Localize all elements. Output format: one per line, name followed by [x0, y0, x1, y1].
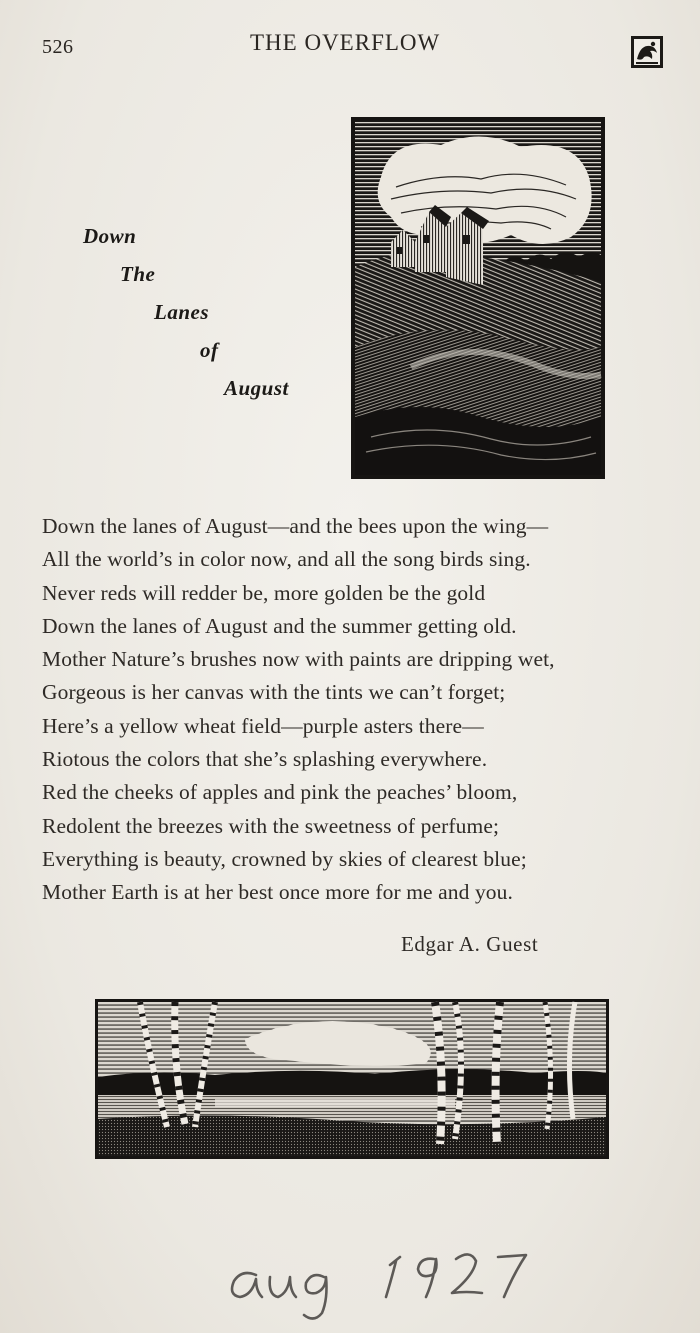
poem-line: Down the lanes of August and the summer getting old. — [42, 613, 517, 638]
poem-line: Everything is beauty, crowned by skies of clearest blue; — [42, 846, 527, 871]
publisher-emblem-icon — [630, 35, 664, 69]
page-number: 526 — [42, 36, 74, 58]
poem-line: Here’s a yellow wheat field—purple asters there— — [42, 713, 484, 738]
handwritten-date-annotation — [220, 1235, 580, 1325]
poem-title-word: of — [200, 338, 219, 362]
poem-text — [42, 510, 682, 910]
poem-line: Down the lanes of August—and the bees upon the wing— — [42, 514, 549, 538]
poem-line: Never reds will redder be, more golden be the gold — [42, 580, 486, 605]
poem-title-word: August — [224, 376, 289, 400]
poem-line: Mother Earth is at her best once more for me and you. — [42, 880, 513, 905]
poem-line: Gorgeous is her canvas with the tints we can’t forget; — [42, 680, 506, 705]
poem-author: Edgar A. Guest — [401, 932, 539, 956]
birch-lake-woodcut-illustration — [95, 999, 609, 1159]
poem-title-word: The — [120, 262, 156, 286]
poem-line: Red the cheeks of apples and pink the peaches’ bloom, — [42, 780, 518, 805]
poem-line: Riotous the colors that she’s splashing everywhere. — [42, 747, 488, 772]
poem-line: Redolent the breezes with the sweetness of perfume; — [42, 813, 500, 838]
poem-line: All the world’s in color now, and all the song birds sing. — [42, 547, 531, 572]
farmhouse-woodcut-illustration — [351, 117, 605, 479]
running-title: THE OVERFLOW — [250, 30, 441, 55]
poem-title-word: Lanes — [154, 300, 209, 324]
poem-title-word: Down — [83, 224, 137, 248]
poem-line: Mother Nature’s brushes now with paints are dripping wet, — [42, 647, 555, 672]
